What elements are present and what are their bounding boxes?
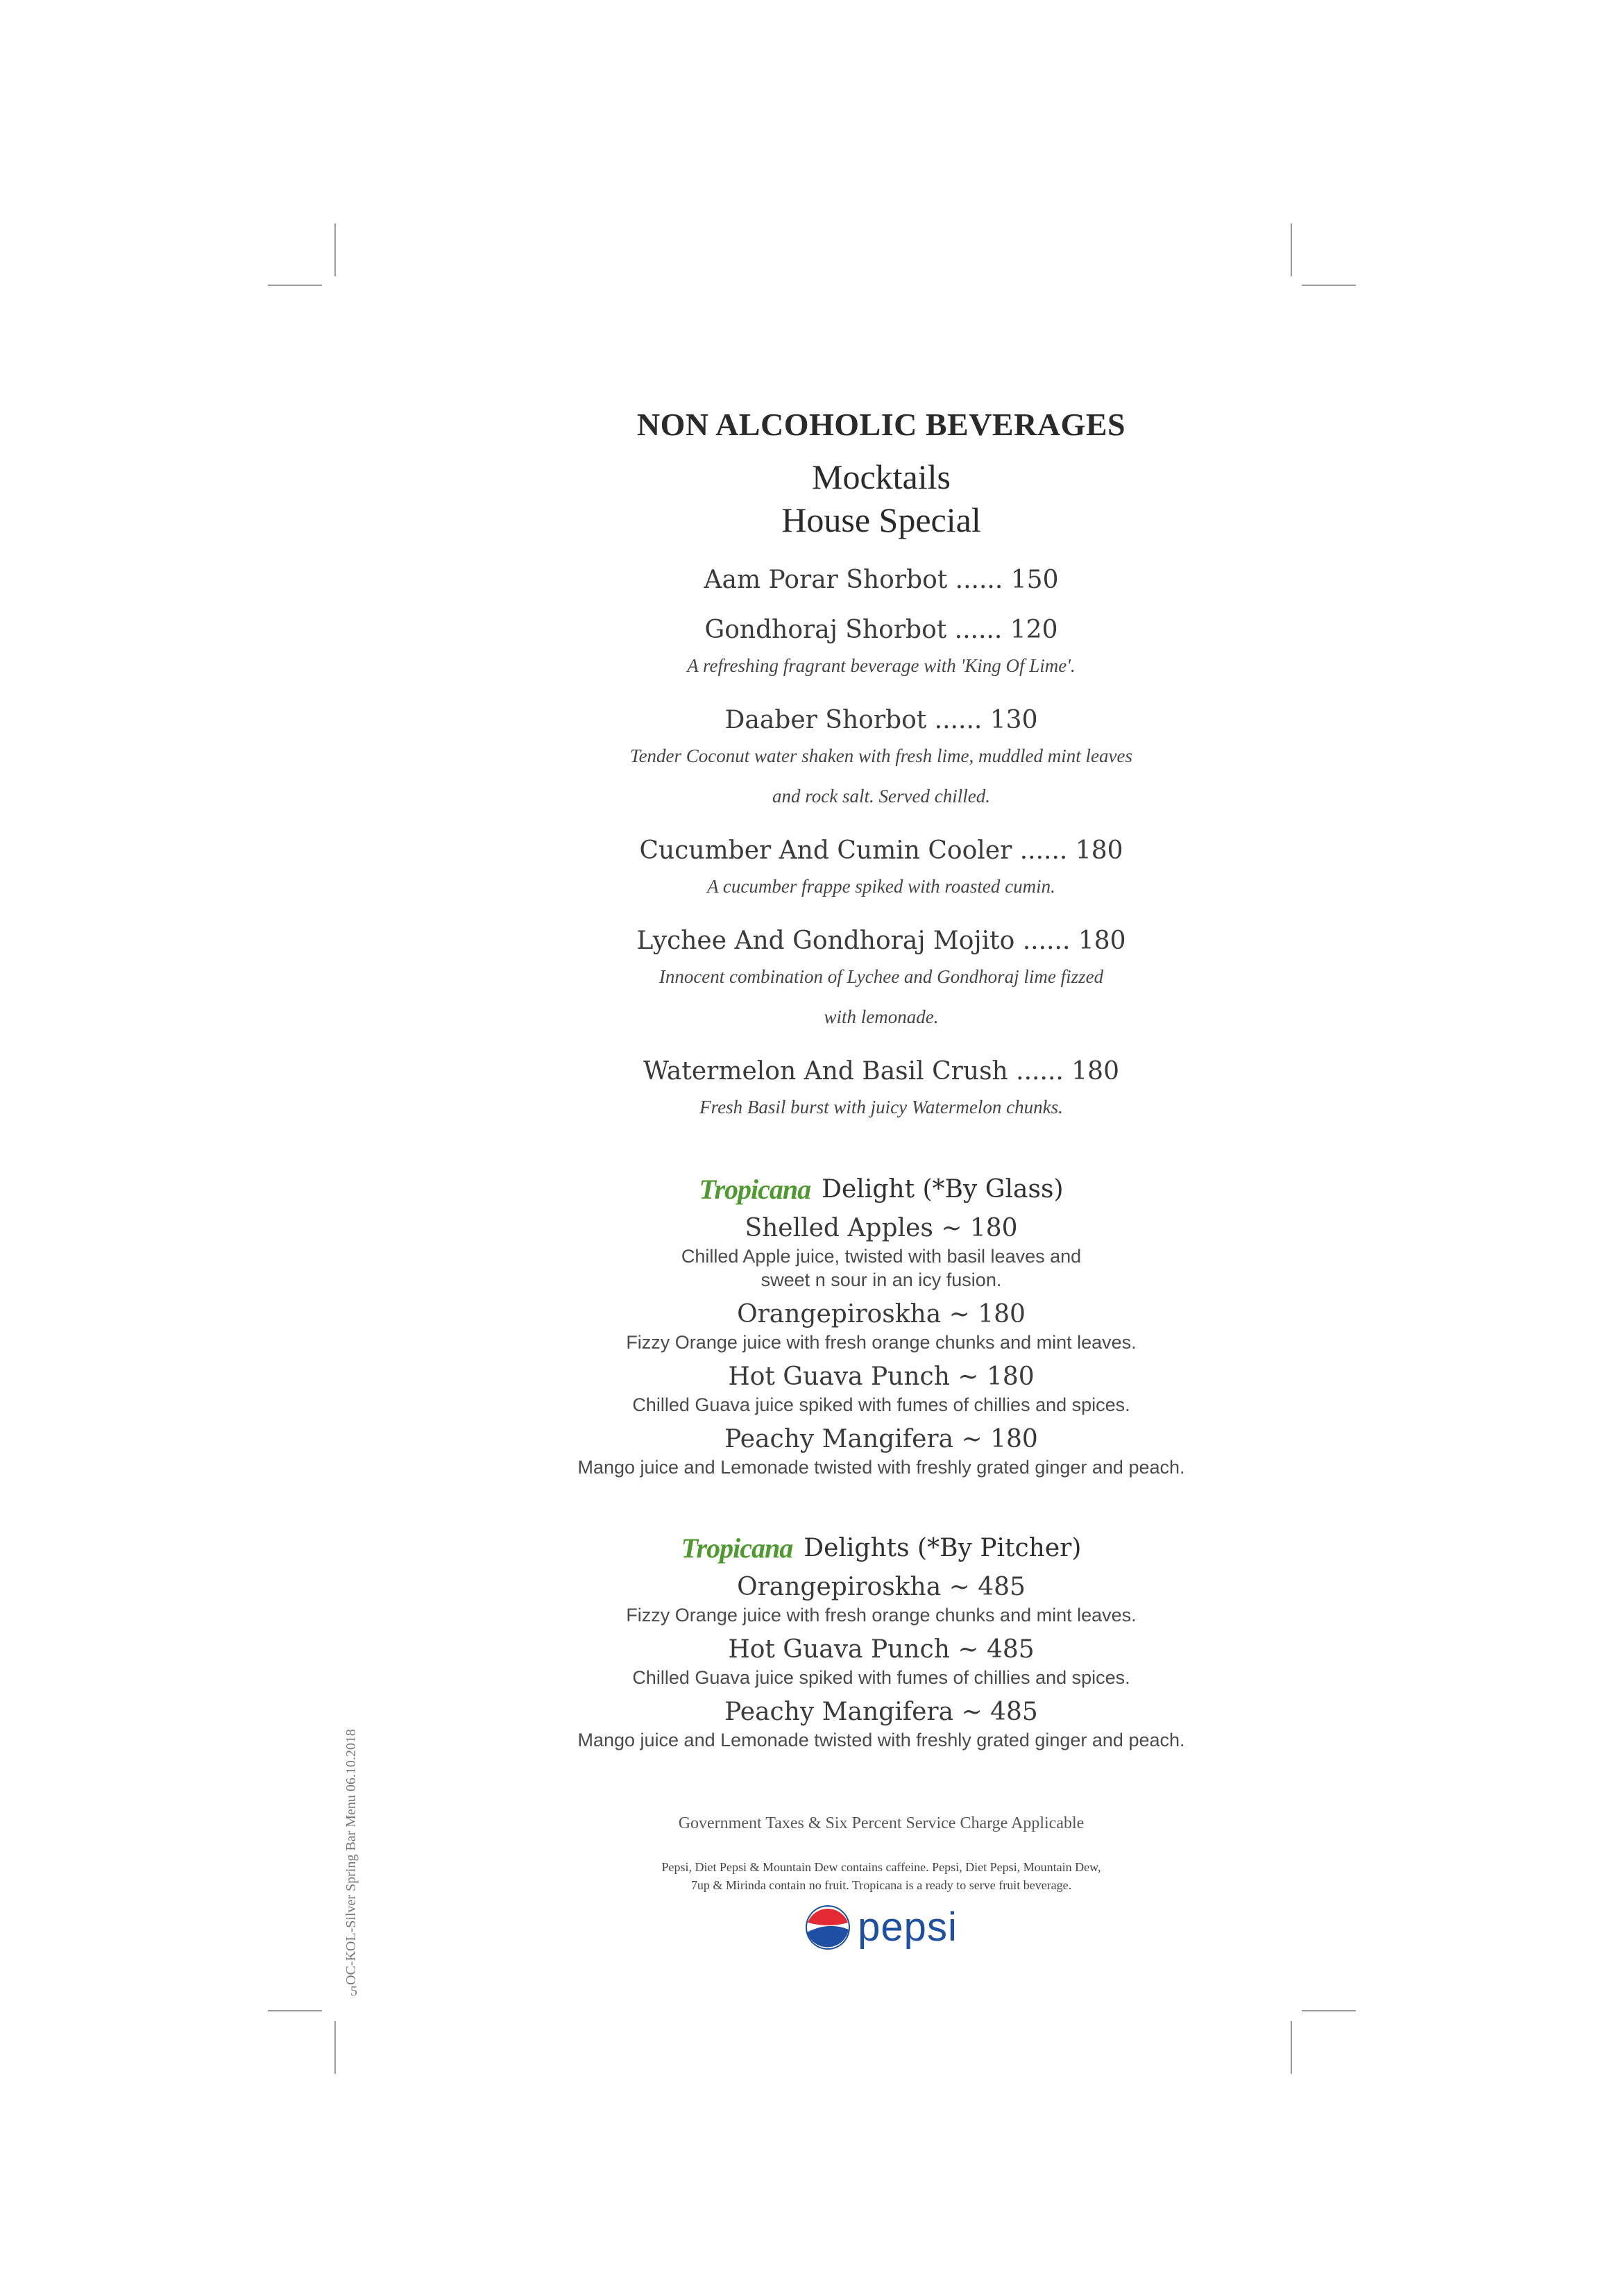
menu-item-description [541, 956, 1221, 1037]
menu-item-description [541, 645, 1221, 686]
description-line: A cucumber frappe spiked with roasted cumin. [707, 876, 1055, 897]
menu-item-description [541, 1244, 1221, 1292]
description-line: sweet n sour in an icy fusion. [760, 1269, 1002, 1290]
description-line: and rock salt. Served chilled. [772, 786, 990, 807]
menu-item-description [541, 1666, 1221, 1689]
description-line: Mango juice and Lemonade twisted with freshly grated ginger and peach. [577, 1730, 1185, 1750]
disclaimer-line: Pepsi, Diet Pepsi & Mountain Dew contains caffeine. Pepsi, Diet Pepsi, Mountain Dew, [661, 1860, 1101, 1874]
glass-section-heading [541, 1173, 1221, 1206]
glass-item-list [541, 1213, 1221, 1479]
crop-mark [268, 285, 322, 286]
menu-item-description [541, 1087, 1221, 1127]
tropicana-logo: Tropicana [681, 1533, 793, 1564]
description-line: A refreshing fragrant beverage with 'King Of Lime'. [687, 655, 1076, 676]
section-title-house-special: House Special [781, 500, 981, 539]
menu-item-name: Daaber Shorbot ...... 130 [724, 706, 1038, 734]
menu-item-description [541, 1331, 1221, 1354]
taxes-note: Government Taxes & Six Percent Service Charge Applicable [678, 1814, 1085, 1832]
pitcher-section-heading [541, 1532, 1221, 1564]
description-line: Fizzy Orange juice with fresh orange chunks and mint leaves. [626, 1332, 1137, 1353]
crop-mark [1291, 2021, 1292, 2074]
description-line: with lemonade. [824, 1006, 939, 1027]
crop-mark [1302, 285, 1356, 286]
pepsi-globe-icon [805, 1905, 851, 1950]
pitcher-item-list [541, 1571, 1221, 1752]
description-line: Fresh Basil burst with juicy Watermelon chunks. [699, 1097, 1063, 1117]
crop-mark [334, 2021, 336, 2074]
pepsi-logo [541, 1904, 1221, 1950]
menu-item-description [541, 1393, 1221, 1417]
menu-item-description [541, 1455, 1221, 1479]
menu-item-name: Shelled Apples ~ 180 [745, 1214, 1018, 1242]
disclaimer-line: 7up & Mirinda contain no fruit. Tropicana is a ready to serve fruit beverage. [690, 1878, 1072, 1892]
crop-mark [268, 2010, 322, 2011]
menu-item-description [541, 1728, 1221, 1752]
menu-page [541, 406, 1221, 1950]
disclaimer [541, 1858, 1221, 1894]
menu-item-name: Orangepiroskha ~ 485 [737, 1573, 1026, 1601]
description-line: Tender Coconut water shaken with fresh lime, muddled mint leaves [630, 745, 1132, 766]
description-line: Chilled Guava juice spiked with fumes of chillies and spices. [632, 1394, 1130, 1415]
menu-item-name: Orangepiroskha ~ 180 [737, 1300, 1026, 1328]
menu-item-description [541, 866, 1221, 906]
tropicana-logo: Tropicana [699, 1174, 811, 1205]
description-line: Innocent combination of Lychee and Gondhoraj lime fizzed [658, 966, 1104, 987]
page-number: 5 [350, 1984, 357, 1999]
menu-item-name: Aam Porar Shorbot ...... 150 [704, 566, 1059, 594]
house-special-list [541, 565, 1221, 1127]
description-line: Chilled Guava juice spiked with fumes of chillies and spices. [632, 1667, 1130, 1688]
description-line: Fizzy Orange juice with fresh orange chunks and mint leaves. [626, 1605, 1137, 1626]
glass-heading-text: Delight (*By Glass) [822, 1175, 1064, 1204]
menu-item-name: Hot Guava Punch ~ 485 [728, 1635, 1035, 1664]
crop-mark [1302, 2010, 1356, 2011]
menu-item-name: Lychee And Gondhoraj Mojito ...... 180 [636, 927, 1126, 955]
description-line: Chilled Apple juice, twisted with basil leaves and [681, 1246, 1082, 1267]
menu-item-name: Cucumber And Cumin Cooler ...... 180 [639, 836, 1123, 865]
description-line: Mango juice and Lemonade twisted with freshly grated ginger and peach. [577, 1457, 1185, 1478]
document-reference: OC-KOL-Silver Spring Bar Menu 06.10.2018 [343, 1729, 359, 1985]
crop-mark [334, 223, 336, 276]
menu-item-name: Peachy Mangifera ~ 485 [724, 1698, 1038, 1726]
crop-mark [1291, 223, 1292, 276]
menu-item-name: Gondhoraj Shorbot ...... 120 [704, 616, 1058, 644]
menu-item-description [541, 736, 1221, 816]
menu-item-description [541, 1603, 1221, 1627]
menu-item-name: Watermelon And Basil Crush ...... 180 [643, 1057, 1119, 1086]
pepsi-wordmark: pepsi [858, 1905, 958, 1950]
menu-item-name: Hot Guava Punch ~ 180 [728, 1362, 1035, 1391]
menu-item-name: Peachy Mangifera ~ 180 [724, 1425, 1038, 1453]
section-title-mocktails: Mocktails [812, 457, 951, 496]
page-title: NON ALCOHOLIC BEVERAGES [636, 407, 1126, 442]
pitcher-heading-text: Delights (*By Pitcher) [804, 1534, 1082, 1562]
